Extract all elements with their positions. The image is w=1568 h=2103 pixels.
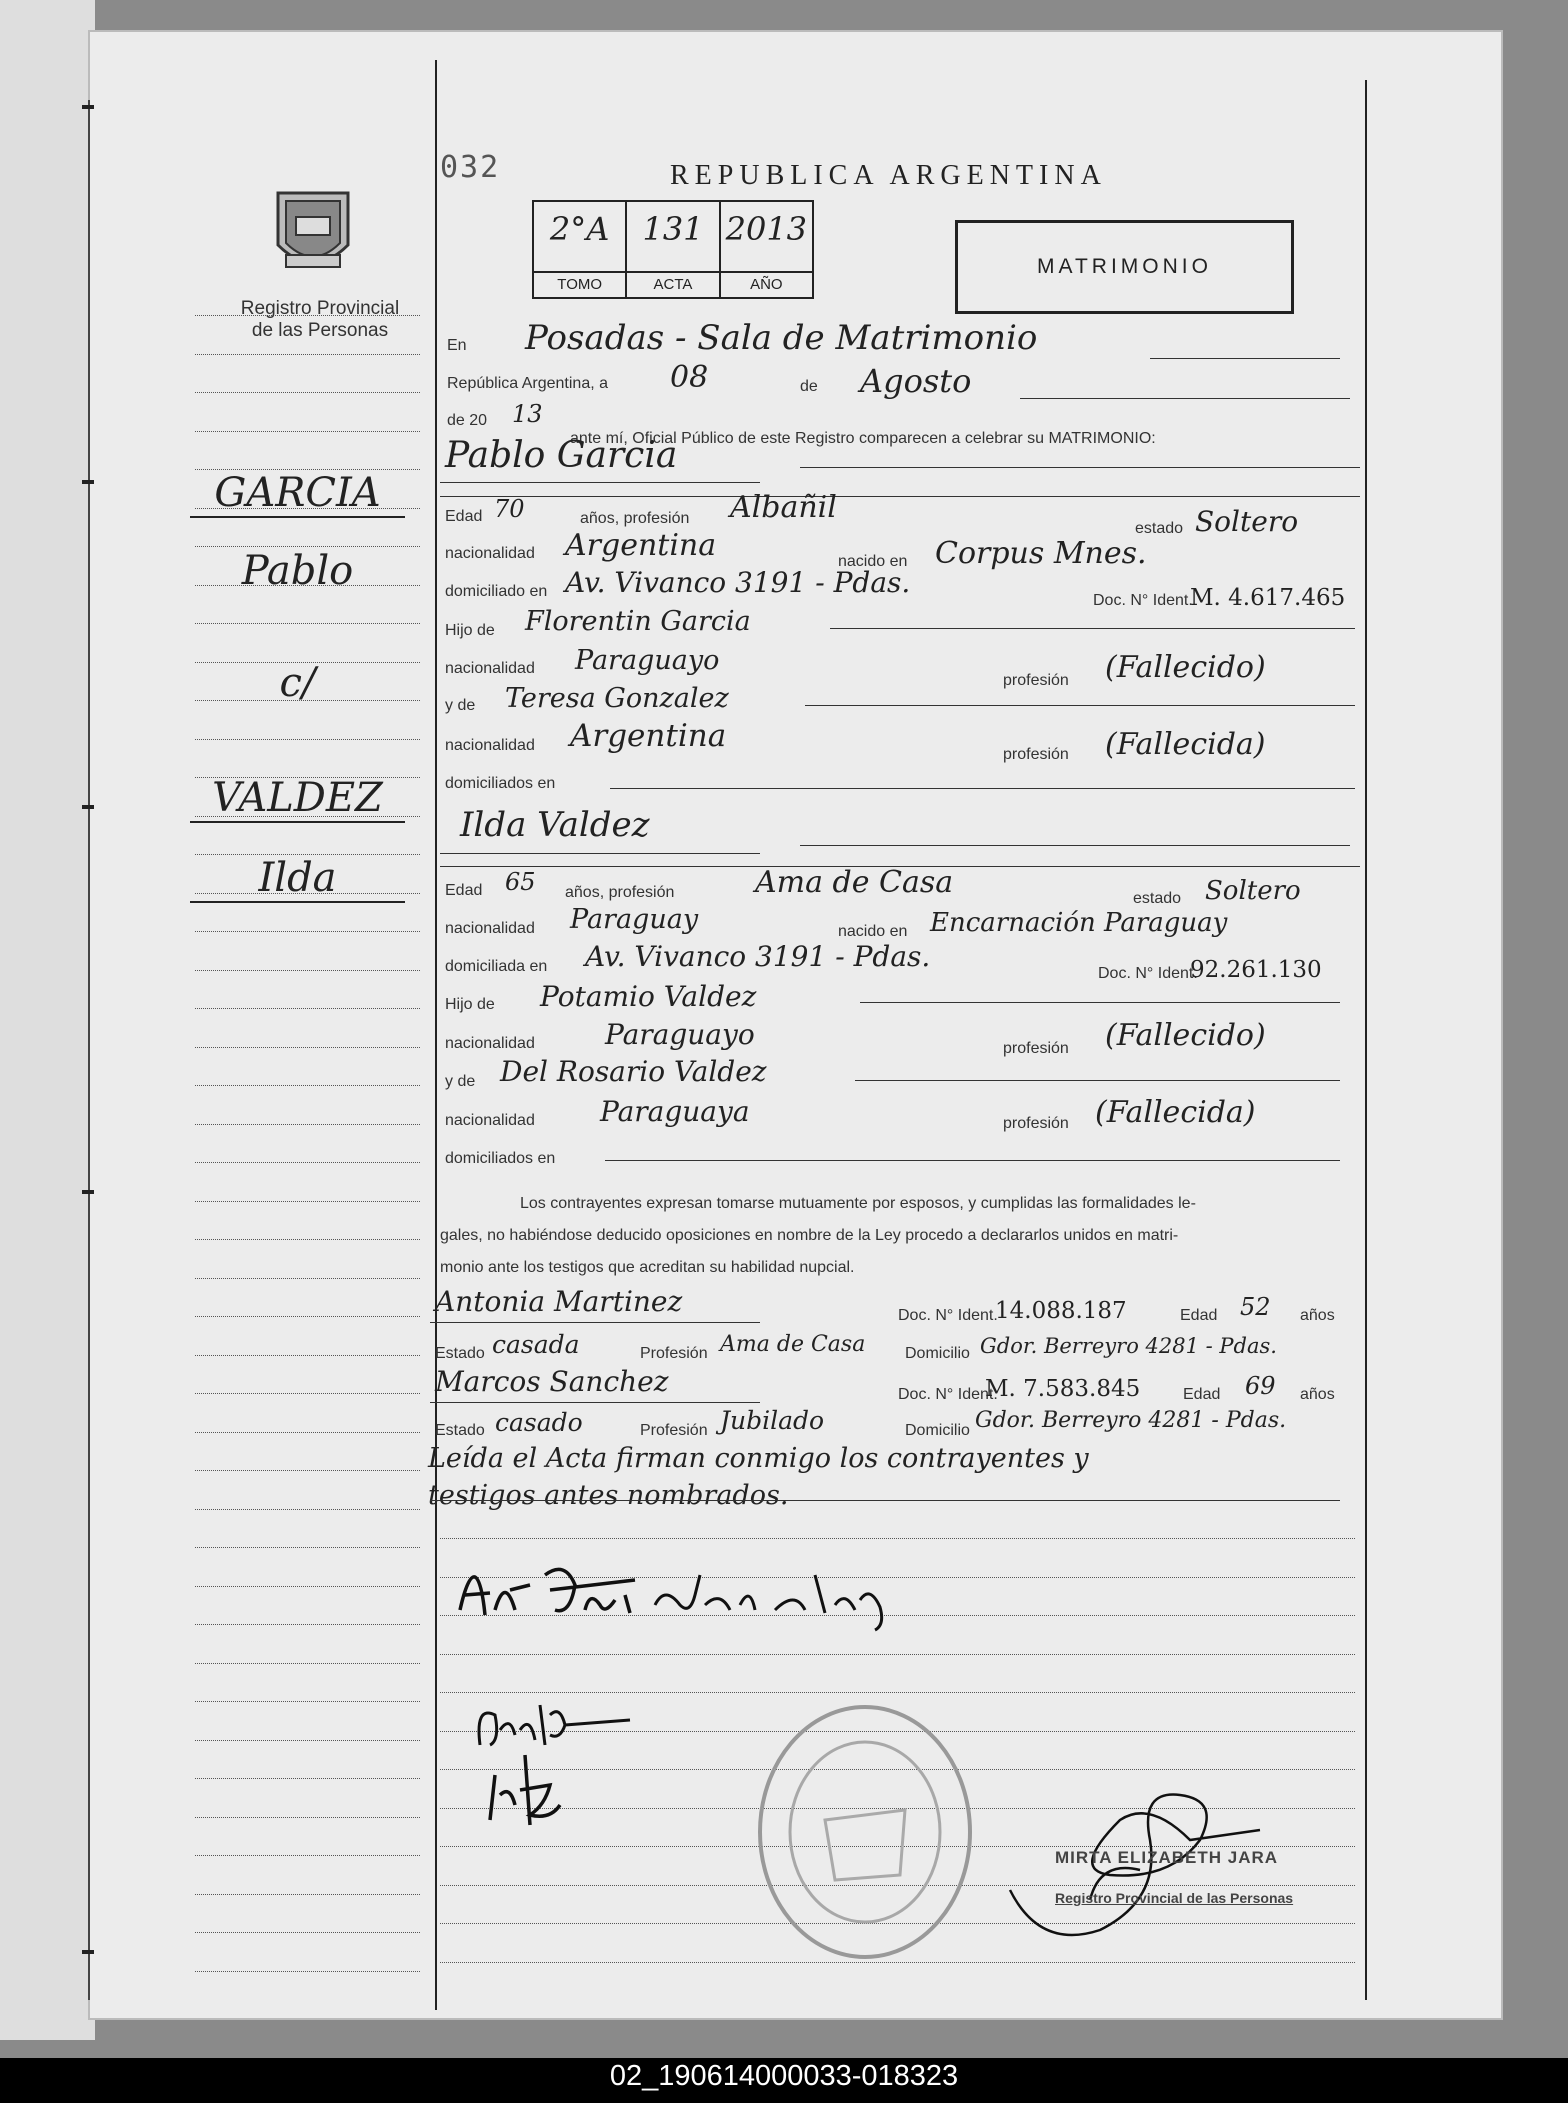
anio-cell <box>721 202 812 297</box>
official-seal <box>755 1700 975 1965</box>
fill-line <box>1020 398 1350 399</box>
margin-ruled-line <box>195 1701 420 1702</box>
margin-ruled-line <box>195 1624 420 1625</box>
left-page-edge <box>0 0 95 2040</box>
witness2-doc-label: Doc. N° Ident. <box>898 1386 998 1403</box>
bride-hijo-label: Hijo de <box>445 996 495 1013</box>
declaration-line-3: monio ante los testigos que acreditan su habilidad nupcial. <box>440 1259 855 1276</box>
margin-firstname-bride: Ilda <box>190 855 405 903</box>
declaration-line-2: gales, no habiéndose deducido oposiciones en nombre de la Ley procedo a declararlos unidos en matri- <box>440 1227 1179 1244</box>
bride-domiciliados-label: domiciliados en <box>445 1150 556 1167</box>
declaration-text <box>440 1188 1340 1284</box>
witness2-estado-label: Estado <box>435 1422 485 1439</box>
groom-profesion: Albañil <box>730 490 837 525</box>
groom-padre-prof: (Fallecido) <box>1105 650 1266 685</box>
bride-doc-label: Doc. N° Ident. <box>1098 965 1198 982</box>
fill-line <box>855 1080 1340 1081</box>
name-underline <box>440 482 760 483</box>
witness1-profesion: Ama de Casa <box>720 1332 866 1357</box>
margin-ruled-line <box>195 354 420 355</box>
officer-name: MIRTA ELIZABETH JARA <box>1055 1848 1279 1867</box>
bride-padre-nac-label: nacionalidad <box>445 1035 535 1052</box>
bride-name: Ilda Valdez <box>460 805 650 845</box>
groom-nac-label: nacionalidad <box>445 545 535 562</box>
witness1-prof-label: Profesión <box>640 1345 708 1362</box>
margin-ruled-line <box>195 970 420 971</box>
fill-line <box>800 467 1360 468</box>
margin-ruled-line <box>195 1393 420 1394</box>
witness2-anos-label: años <box>1300 1386 1335 1403</box>
margin-ruled-line <box>195 1239 420 1240</box>
witness2-doc: M. 7.583.845 <box>985 1376 1141 1402</box>
witness2-estado: casado <box>495 1408 583 1437</box>
bride-nacionalidad: Paraguay <box>570 904 699 935</box>
margin-ruled-line <box>195 1817 420 1818</box>
margin-ruled-line <box>195 546 420 547</box>
margin-ruled-line <box>195 1047 420 1048</box>
groom-nacido: Corpus Mnes. <box>935 536 1147 571</box>
body-ruled-line <box>440 1538 1355 1539</box>
fill-line <box>860 1002 1340 1003</box>
anio-value: 2013 <box>725 210 808 248</box>
witness1-estado-label: Estado <box>435 1345 485 1362</box>
right-border <box>1365 80 1367 2000</box>
name-underline <box>430 1322 760 1323</box>
place-value: Posadas - Sala de Matrimonio <box>525 318 1038 358</box>
margin-ruled-line <box>195 931 420 932</box>
en-label: En <box>447 337 467 354</box>
binding-tick <box>82 480 94 484</box>
groom-domicilio: Av. Vivanco 3191 - Pdas. <box>565 566 911 599</box>
witness1-name: Antonia Martinez <box>435 1285 683 1318</box>
bride-madre: Del Rosario Valdez <box>500 1055 767 1088</box>
name-underline <box>430 1402 760 1403</box>
bride-yde-label: y de <box>445 1073 476 1090</box>
margin-ruled-line <box>195 1008 420 1009</box>
bride-nacido-label: nacido en <box>838 923 908 940</box>
name-underline <box>440 853 760 854</box>
margin-ruled-line <box>195 1971 420 1972</box>
bride-padre-nac: Paraguayo <box>605 1018 755 1051</box>
groom-madre-prof: (Fallecida) <box>1105 727 1266 762</box>
margin-ruled-line <box>195 1663 420 1664</box>
bride-nac-label: nacionalidad <box>445 920 535 937</box>
bride-padre: Potamio Valdez <box>540 980 757 1013</box>
tomo-acta-anio-box <box>532 200 814 299</box>
witness2-dom-label: Domicilio <box>905 1422 970 1439</box>
year-suffix: 13 <box>512 400 543 428</box>
bride-madre-nac-label: nacionalidad <box>445 1112 535 1129</box>
witness1-edad-label: Edad <box>1180 1307 1218 1324</box>
groom-doc: M. 4.617.465 <box>1190 585 1346 611</box>
acta-value: 131 <box>642 210 704 248</box>
witness1-anos-label: años <box>1300 1307 1335 1324</box>
tomo-cell <box>534 202 627 297</box>
bride-profesion: Ama de Casa <box>755 865 954 900</box>
groom-nacionalidad: Argentina <box>565 528 717 563</box>
document-type-box: MATRIMONIO <box>955 220 1294 314</box>
witness2-domicilio: Gdor. Berreyro 4281 - Pdas. <box>975 1408 1287 1433</box>
column-divider <box>435 60 437 2010</box>
groom-nacido-label: nacido en <box>838 553 908 570</box>
day-value: 08 <box>670 360 709 395</box>
officer-signature <box>1000 1780 1270 1960</box>
groom-doc-label: Doc. N° Ident. <box>1093 592 1193 609</box>
file-id: 02_190614000033-018323 <box>609 2060 959 2092</box>
provincial-seal-logo <box>268 185 358 285</box>
witness1-doc-label: Doc. N° Ident. <box>898 1307 998 1324</box>
contrayentes-signature <box>455 1555 925 1635</box>
margin-firstname-groom: Pablo <box>241 548 354 594</box>
section-rule <box>440 496 1360 497</box>
fill-line <box>605 1160 1340 1161</box>
margin-ruled-line <box>195 1278 420 1279</box>
closing-line-1: Leída el Acta firman conmigo los contrayentes y <box>428 1443 1089 1474</box>
witness1-estado: casada <box>492 1330 580 1359</box>
witness1-doc: 14.088.187 <box>995 1298 1127 1324</box>
acta-cell <box>627 202 720 297</box>
margin-ruled-line <box>195 1740 420 1741</box>
bride-madre-nac: Paraguaya <box>600 1095 750 1128</box>
fill-line <box>800 845 1350 846</box>
margin-ruled-line <box>195 623 420 624</box>
tomo-value: 2°A <box>549 210 610 248</box>
binding-line <box>88 100 90 2000</box>
registry-line-2: de las Personas <box>251 320 389 341</box>
margin-surname-groom: GARCIA <box>190 470 405 518</box>
closing-line-2: testigos antes nombrados. <box>428 1480 789 1511</box>
witness2-name: Marcos Sanchez <box>435 1365 669 1398</box>
registry-title <box>220 298 420 342</box>
margin-ruled-line <box>195 739 420 740</box>
margin-ruled-line <box>195 1855 420 1856</box>
bride-dom-label: domiciliada en <box>445 958 548 975</box>
margin-surname-bride: VALDEZ <box>190 775 405 823</box>
margin-ruled-line <box>195 392 420 393</box>
bride-estado-label: estado <box>1133 890 1182 907</box>
groom-madre: Teresa Gonzalez <box>505 683 729 714</box>
margin-ruled-line <box>195 1932 420 1933</box>
margin-ruled-line <box>195 1778 420 1779</box>
fill-line <box>830 628 1355 629</box>
groom-madre-nac: Argentina <box>570 718 727 754</box>
margin-ruled-line <box>195 1355 420 1356</box>
witness2-edad-label: Edad <box>1183 1386 1221 1403</box>
margin-ruled-line <box>195 1586 420 1587</box>
witness2-profesion: Jubilado <box>720 1406 825 1435</box>
margin-ruled-line <box>195 1547 420 1548</box>
groom-estado-label: estado <box>1135 520 1184 537</box>
bride-anos-label: años, profesión <box>565 884 675 901</box>
republica-label: República Argentina, a <box>447 375 608 392</box>
groom-padre-nac-label: nacionalidad <box>445 660 535 677</box>
groom-dom-label: domiciliado en <box>445 583 548 600</box>
witness1-edad: 52 <box>1240 1293 1271 1321</box>
margin-ruled-line <box>195 1432 420 1433</box>
month-value: Agosto <box>860 362 972 400</box>
witness1-domicilio: Gdor. Berreyro 4281 - Pdas. <box>980 1334 1277 1358</box>
bride-nacido: Encarnación Paraguay <box>930 908 1228 938</box>
binding-tick <box>82 805 94 809</box>
margin-ruled-line <box>195 1894 420 1895</box>
groom-name: Pablo Garcia <box>445 435 678 476</box>
binding-tick <box>82 105 94 109</box>
margin-ruled-line <box>195 1316 420 1317</box>
anio-label: AÑO <box>721 271 812 297</box>
bride-madre-prof: (Fallecida) <box>1095 1095 1256 1130</box>
witness2-edad: 69 <box>1245 1372 1276 1400</box>
witness2-signature <box>475 1745 585 1830</box>
bride-edad-label: Edad <box>445 882 483 899</box>
groom-madre-nac-label: nacionalidad <box>445 737 535 754</box>
body-ruled-line <box>440 1654 1355 1655</box>
witness2-prof-label: Profesión <box>640 1422 708 1439</box>
fill-line <box>1150 358 1340 359</box>
binding-tick <box>82 1950 94 1954</box>
fill-line <box>610 788 1355 789</box>
margin-ruled-line <box>195 1470 420 1471</box>
groom-edad-label: Edad <box>445 508 483 525</box>
declaration-line-1: Los contrayentes expresan tomarse mutuamente por esposos, y cumplidas las formalidades le- <box>520 1195 1196 1212</box>
margin-connector: c/ <box>279 660 316 706</box>
margin-ruled-line <box>195 1162 420 1163</box>
bride-padre-prof: (Fallecido) <box>1105 1018 1266 1053</box>
groom-hijo-label: Hijo de <box>445 622 495 639</box>
country-title: REPUBLICA ARGENTINA <box>670 160 1107 191</box>
witness1-dom-label: Domicilio <box>905 1345 970 1362</box>
binding-tick <box>82 1190 94 1194</box>
groom-padre: Florentin Garcia <box>525 606 751 637</box>
margin-ruled-line <box>195 1085 420 1086</box>
year-prefix: de 20 <box>447 412 488 429</box>
acta-label: ACTA <box>627 271 718 297</box>
margin-ruled-line <box>195 1509 420 1510</box>
margin-ruled-line <box>195 431 420 432</box>
groom-padre-nac: Paraguayo <box>575 645 720 676</box>
margin-ruled-line <box>195 1124 420 1125</box>
officer-role: Registro Provincial de las Personas <box>1055 1890 1294 1906</box>
bride-padre-prof-label: profesión <box>1003 1040 1069 1057</box>
de-label: de <box>800 378 818 395</box>
acta-stamp-number: 032 <box>440 150 501 185</box>
bride-doc: 92.261.130 <box>1190 957 1322 983</box>
registry-line-1: Registro Provincial <box>240 298 400 319</box>
groom-domiciliados-label: domiciliados en <box>445 775 556 792</box>
bride-domicilio: Av. Vivanco 3191 - Pdas. <box>585 940 931 973</box>
groom-anos-label: años, profesión <box>580 510 690 527</box>
fill-line <box>805 705 1355 706</box>
groom-yde-label: y de <box>445 697 476 714</box>
closing-rule <box>430 1500 1340 1501</box>
groom-madre-prof-label: profesión <box>1003 746 1069 763</box>
margin-ruled-line <box>195 1201 420 1202</box>
groom-padre-prof-label: profesión <box>1003 672 1069 689</box>
groom-edad: 70 <box>494 495 525 523</box>
intro-text: ante mí, Oficial Público de este Registro comparecen a celebrar su MATRIMONIO: <box>570 430 1156 447</box>
tomo-label: TOMO <box>534 271 625 297</box>
bride-madre-prof-label: profesión <box>1003 1115 1069 1132</box>
bride-estado: Soltero <box>1205 876 1301 906</box>
bride-edad: 65 <box>505 868 536 896</box>
groom-estado: Soltero <box>1195 505 1299 538</box>
